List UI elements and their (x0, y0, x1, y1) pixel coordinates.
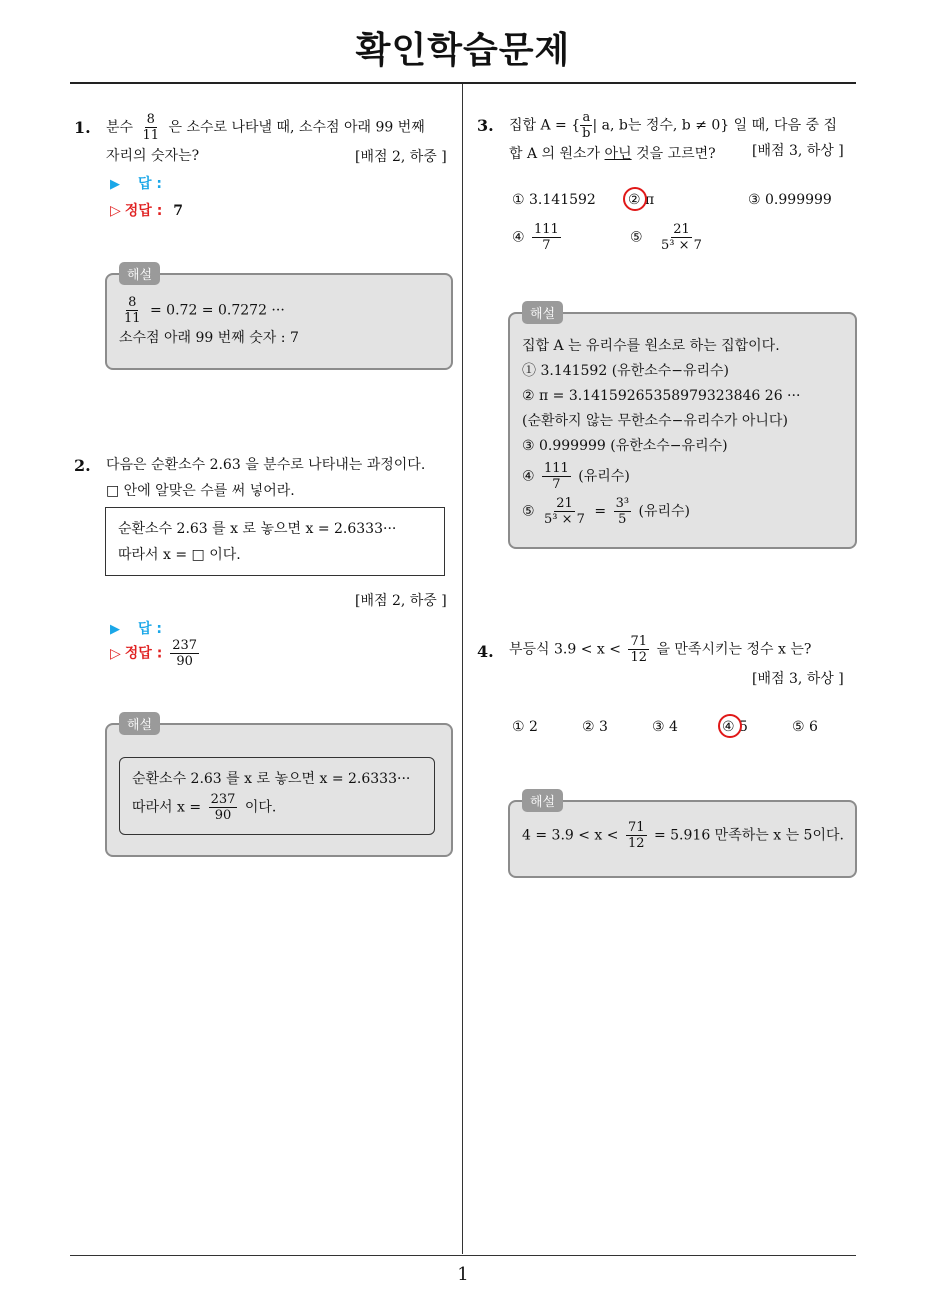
q3-choice-4[interactable]: ④ $\frac{111}{7}$ (512, 222, 559, 253)
q1-fraction: $\frac{8}{11}$ (142, 112, 160, 143)
q3-number: 3. (477, 116, 494, 135)
q4-choice-3[interactable]: ③ 4 (652, 719, 678, 735)
q3-set-fraction: $\frac{a}{b}$ (582, 110, 591, 141)
q2-correct-line: ▷ 정답 : $\frac{237}{90}$ (110, 638, 198, 669)
answer-circle-icon (718, 714, 742, 738)
q4-text-a: 부등식 3.9 < x < (509, 641, 621, 658)
q3-text-b: | a, b는 정수, b ≠ 0} 일 때, 다음 중 집 (592, 117, 838, 134)
q2-sol-fraction: $\frac{237}{90}$ (210, 792, 236, 823)
q4-sol-a: 4 = 3.9 < x < (522, 827, 619, 844)
q2-correct-fraction: $\frac{237}{90}$ (172, 638, 198, 669)
q2-solution-box (105, 718, 453, 857)
q1-number: 1. (74, 118, 91, 137)
q2-sol-line1: 순환소수 2.63 를 x 로 놓으면 x = 2.6333··· (132, 771, 411, 787)
solution-tag: 해설 (522, 301, 563, 324)
q3-text-d: 것을 고르면? (636, 146, 716, 162)
q4-text-b: 을 만족시키는 정수 x 는? (656, 641, 812, 658)
page-title: 확인학습문제 (355, 30, 571, 71)
q3-text-c: 합 A 의 원소가 (509, 146, 601, 162)
q1-text-b: 은 소수로 나타낼 때, 소수점 아래 99 번째 (168, 119, 425, 136)
q4-choice-1[interactable]: ① 2 (512, 719, 538, 735)
q3-choice-3[interactable]: ③ 0.999999 (748, 192, 832, 208)
q1-sol-line2: 소수점 아래 99 번째 숫자 : 7 (119, 330, 299, 346)
q1-answer-line: ▶ 답 : (110, 176, 162, 192)
q2-number: 2. (74, 456, 91, 475)
q2-source: [배점 2, 하중 ] (355, 593, 447, 609)
q4-source: [배점 3, 하상 ] (752, 671, 844, 687)
q3-sol-line: (순환하지 않는 무한소수−유리수가 아니다) (522, 413, 788, 429)
solution-tag: 해설 (119, 712, 160, 735)
answer-circle-icon (623, 187, 647, 211)
solution-tag: 해설 (119, 262, 160, 285)
q3-sol-circled-4: ④ (522, 468, 535, 485)
q2-text-a: 다음은 순환소수 2.63 을 분수로 나타내는 과정이다. (106, 457, 426, 473)
q4-number: 4. (477, 642, 494, 661)
q4-solution-box (508, 795, 857, 878)
correct-arrow-icon: ▷ (110, 645, 121, 662)
q1-text-a: 분수 (106, 119, 134, 136)
q2-sol-line2b: 이다. (244, 799, 277, 816)
solution-tag: 해설 (522, 789, 563, 812)
q2-box-line1: 순환소수 2.63 를 x 로 놓으면 x = 2.6333··· (118, 521, 397, 537)
q3-text-a: 집합 A = { (509, 117, 581, 134)
q4-text (509, 634, 859, 665)
q4-sol-fraction: $\frac{71}{12}$ (627, 820, 645, 851)
q3-text-underline: 아닌 (604, 146, 632, 162)
q2-sol-line2a: 따라서 x = (132, 799, 202, 816)
answer-arrow-icon: ▶ (110, 177, 120, 192)
q4-fraction: $\frac{71}{12}$ (630, 634, 647, 665)
q1-correct-line: ▷ 정답 : 7 (110, 203, 183, 219)
q1-solution-box (105, 268, 453, 370)
q4-choice-4[interactable]: ④ 5 (722, 719, 748, 735)
correct-arrow-icon: ▷ (110, 203, 121, 219)
q3-sol-line: ② π = 3.14159265358979323846 26 ··· (522, 388, 801, 404)
q3-source: [배점 3, 하상 ] (752, 143, 844, 159)
q3-choice-2[interactable]: ② π (628, 192, 655, 208)
page-number: 1 (457, 1264, 469, 1285)
q3-sol-line: 집합 A 는 유리수를 원소로 하는 집합이다. (522, 338, 780, 354)
q2-text-b: □ 안에 알맞은 수를 써 넣어라. (106, 483, 295, 499)
q1-source: [배점 2, 하중 ] (355, 149, 447, 165)
q2-answer-line: ▶ 답 : (110, 621, 162, 637)
bottom-rule (70, 1255, 856, 1256)
top-rule (70, 82, 856, 84)
q2-process-box (105, 507, 445, 576)
q3-solution-box: 해설 집합 A 는 유리수를 원소로 하는 집합이다. ① 3.141592 (유한소수−유리수) ② π = 3.14159265358979323846 26 ··· (순환하지 않는 무한소수−유리수가 아니다) ③ 0.999999 (유한소수−유리수) ④ $\frac{111}{7}$ (유리수) ⑤ $\frac{21}{\text{5³ × 7}}$ = $\frac{\text{3³}}{5}$ (유리수) (508, 312, 857, 549)
q2-sol-inner-box (119, 757, 435, 835)
q1-correct-value: 7 (173, 203, 183, 219)
q4-choice-5[interactable]: ⑤ 6 (792, 719, 818, 735)
q3-choice-5[interactable]: ⑤ $\frac{21}{\text{5³ × 7}}$ (630, 222, 702, 253)
q4-sol-b: = 5.916 만족하는 x 는 5이다. (653, 827, 844, 844)
answer-arrow-icon: ▶ (110, 622, 120, 637)
q2-text (106, 452, 458, 504)
q3-sol-circled-5: ⑤ (522, 503, 535, 520)
q1-sol-fraction: $\frac{8}{11}$ (124, 295, 141, 326)
q1-text-c: 자리의 숫자는? (106, 148, 200, 164)
q2-box-line2: 따라서 x = □ 이다. (118, 547, 241, 563)
q3-sol-line: ③ 0.999999 (유한소수−유리수) (522, 438, 728, 454)
q1-sol-line1: = 0.72 = 0.7272 ··· (150, 302, 285, 319)
q3-sol-line: ① 3.141592 (유한소수−유리수) (522, 363, 730, 379)
q3-choice-1[interactable]: ① 3.141592 (512, 192, 596, 208)
q4-choice-2[interactable]: ② 3 (582, 719, 608, 735)
column-divider (462, 84, 463, 1254)
